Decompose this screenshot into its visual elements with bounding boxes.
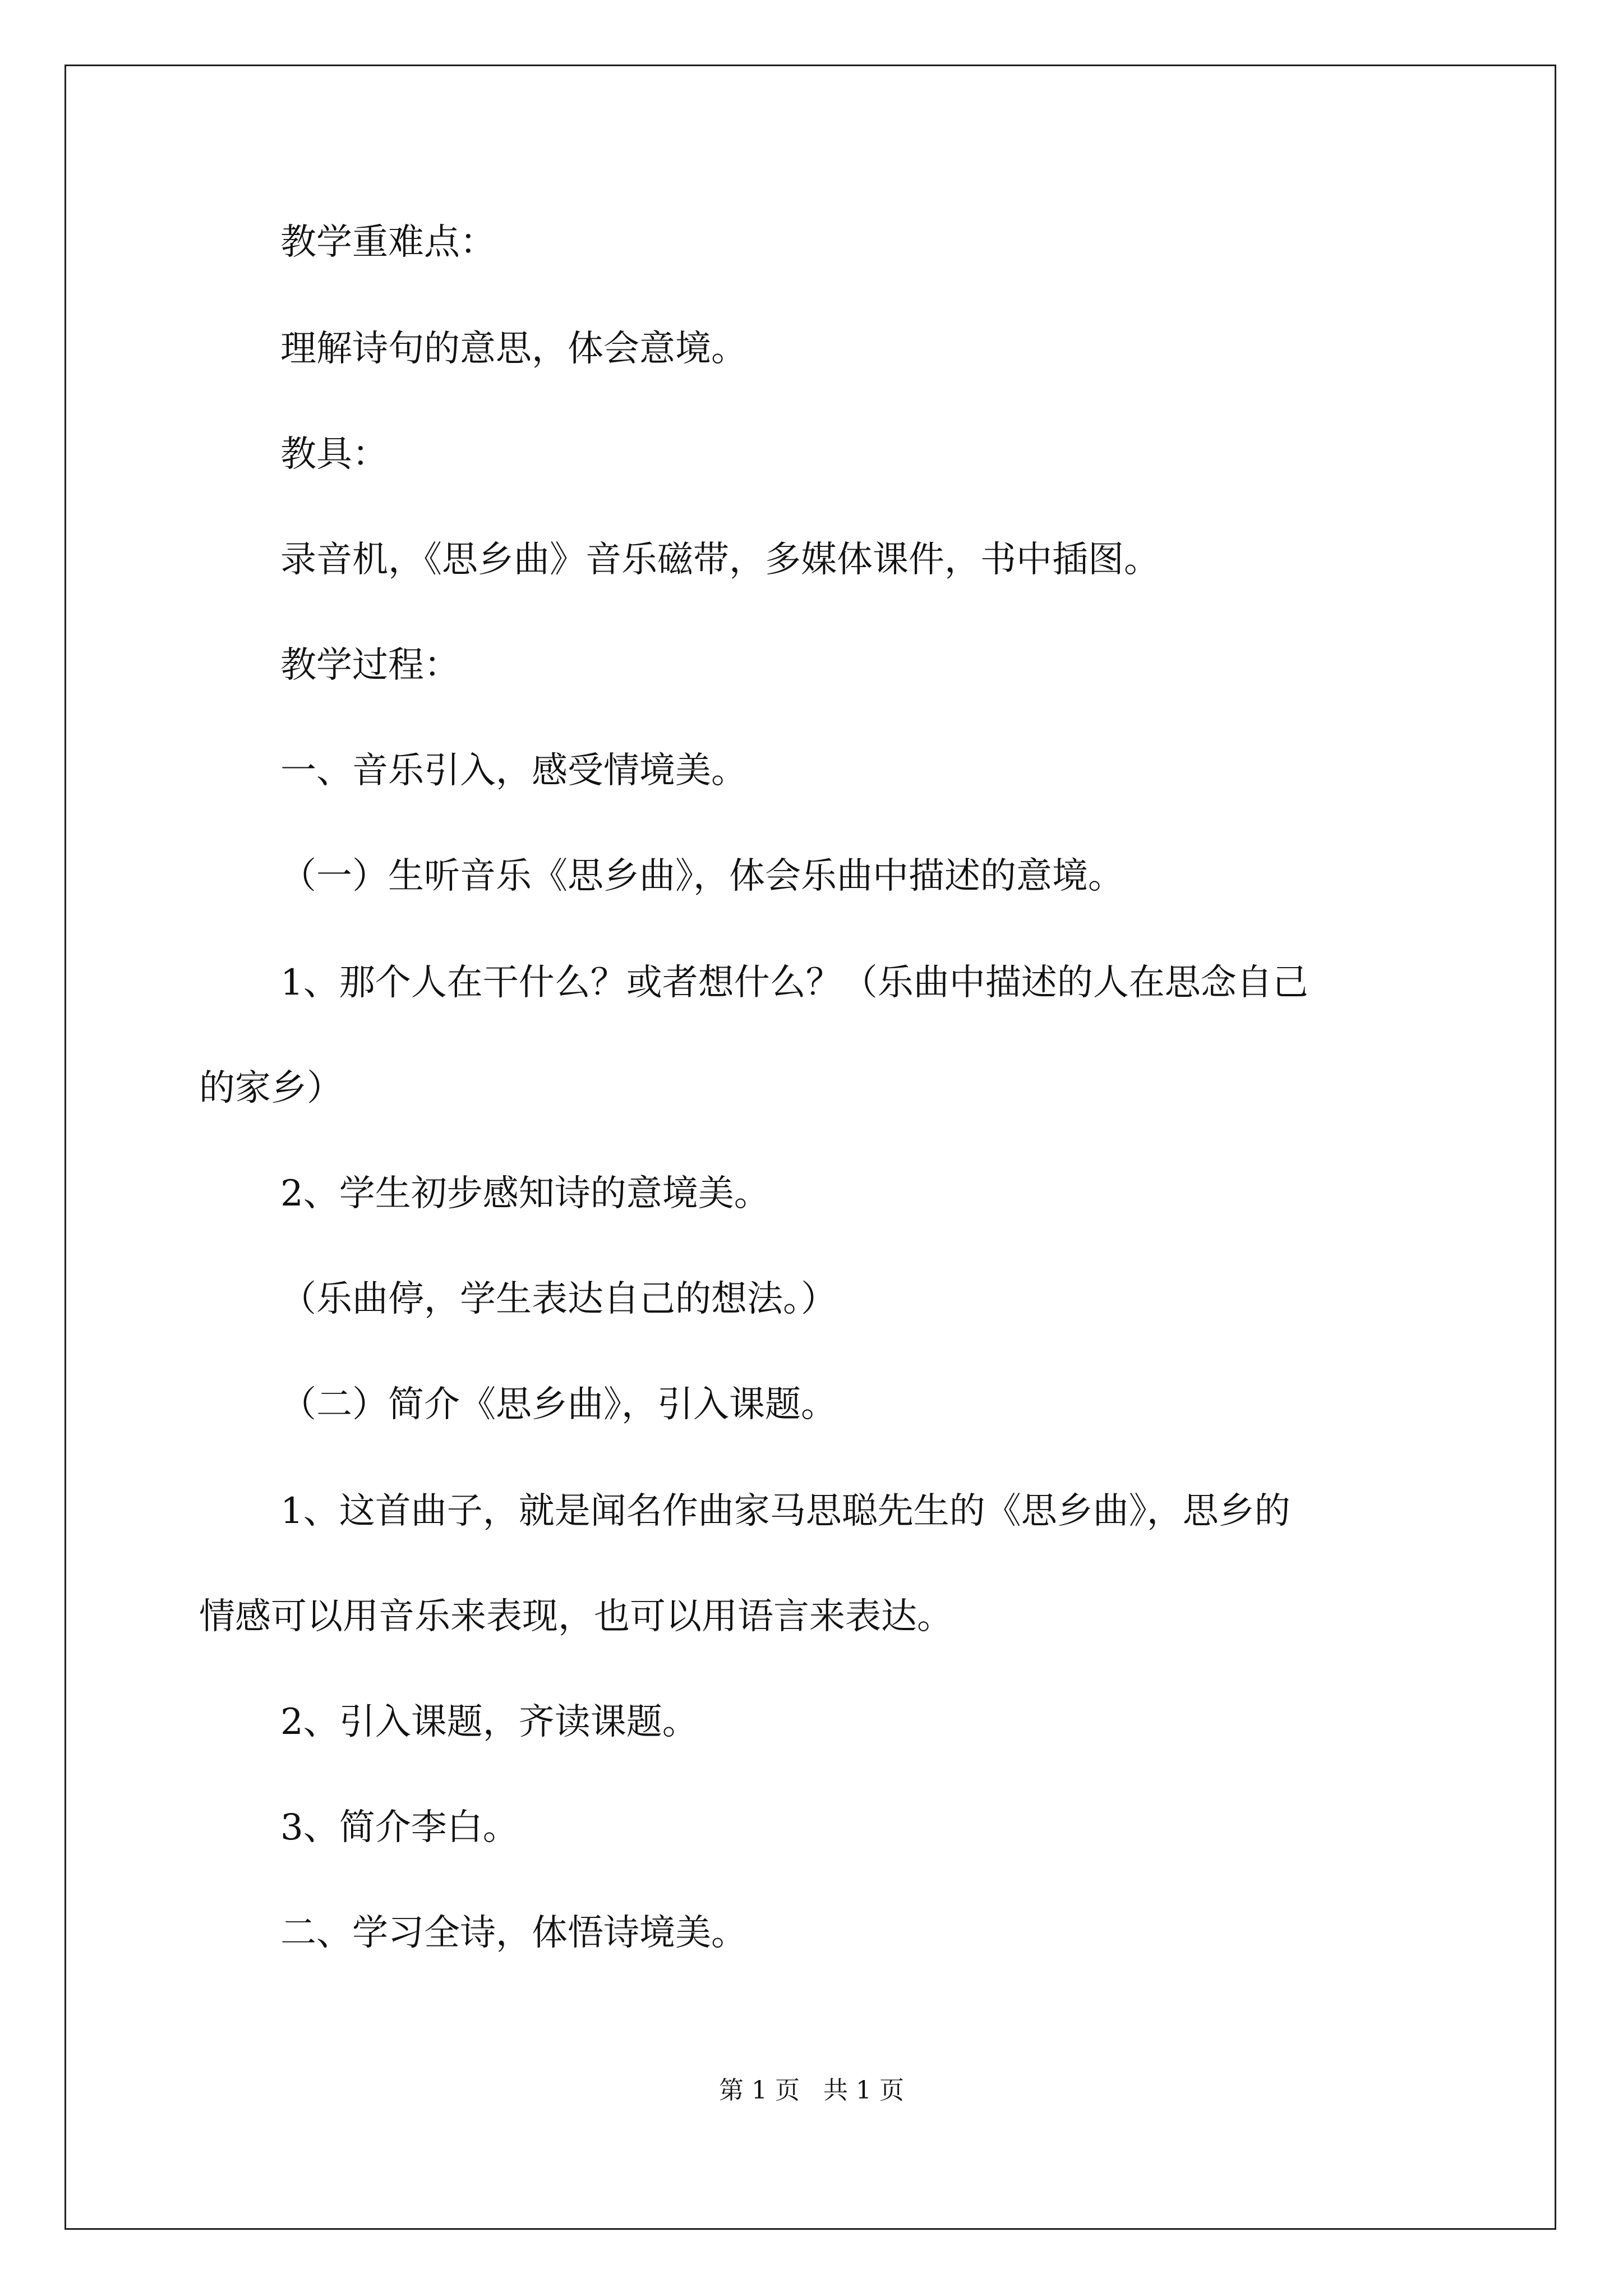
section-one-title: 一、音乐引入，感受情境美。 <box>280 750 747 792</box>
heading-teaching-aids: 教具： <box>280 434 388 475</box>
list-item-2: 2、学生初步感知诗的意境美。 <box>280 1173 770 1214</box>
subsection-two-title: （二）简介《思乡曲》，引入课题。 <box>280 1384 837 1425</box>
paragraph-key-points-content: 理解诗句的意思，体会意境。 <box>280 328 747 370</box>
page-footer <box>0 2078 1623 2103</box>
heading-teaching-process: 教学过程： <box>280 645 460 686</box>
subsection-one-title: （一）生听音乐《思乡曲》，体会乐曲中描述的意境。 <box>280 855 1124 897</box>
heading-key-points: 教学重难点： <box>280 222 496 263</box>
list-item-b2: 2、引入课题，齐读课题。 <box>280 1701 698 1743</box>
list-item-b1-line2: 情感可以用音乐来表现，也可以用语言来表达。 <box>199 1596 953 1637</box>
paragraph-teaching-aids-content: 录音机，《思乡曲》音乐磁带，多媒体课件，书中插图。 <box>280 539 1160 581</box>
section-two-title: 二、学习全诗，体悟诗境美。 <box>280 1912 747 1954</box>
list-item-1-line1: 1、那个人在干什么？或者想什么？（乐曲中描述的人在思念自己 <box>280 962 1308 1004</box>
paragraph-music-stops: （乐曲停，学生表达自己的想法。） <box>280 1278 837 1320</box>
list-item-b3: 3、简介李白。 <box>280 1807 519 1848</box>
page-number: 第 1 页 共 1 页 <box>719 2076 904 2105</box>
list-item-b1-line1: 1、这首曲子，就是闻名作曲家马思聪先生的《思乡曲》，思乡的 <box>280 1490 1290 1532</box>
page-border <box>64 65 1556 2230</box>
list-item-1-line2: 的家乡） <box>199 1068 343 1109</box>
